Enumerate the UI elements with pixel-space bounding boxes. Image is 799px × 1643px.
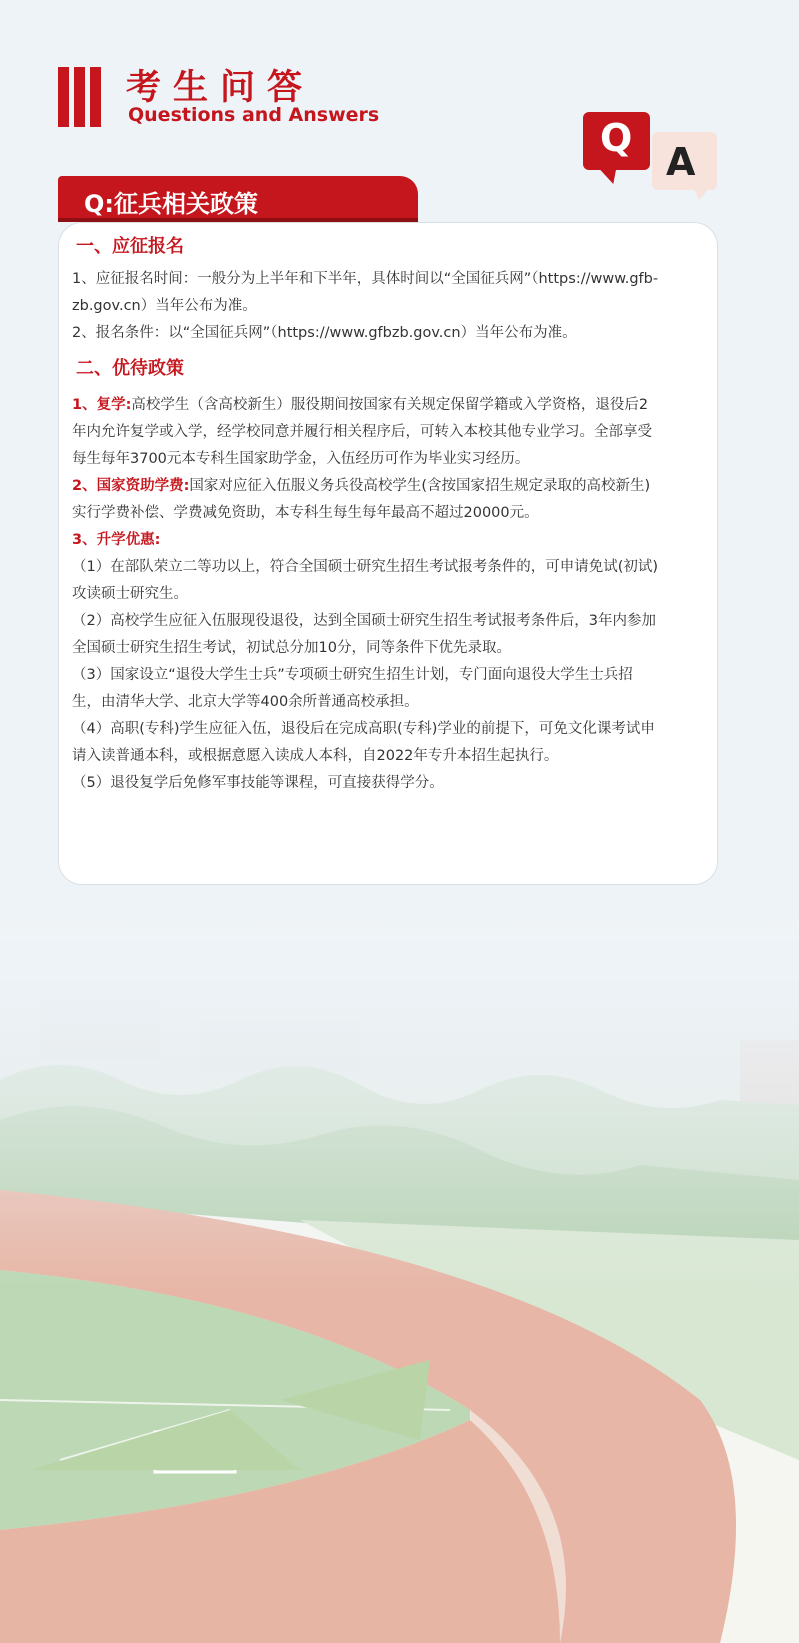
page-title: 考生问答 xyxy=(126,68,315,108)
benefit-further-study: 3、升学优惠: （1）在部队荣立二等功以上，符合全国硕士研究生招生考试报考条件的，可申请免试(初试) 攻读硕士研究生。 （2）高校学生应征入伍服现役退役，达到全国硕士研究生招生考试报考条件后，3年内参加 全国硕士研究生招生考试，初试总分加10分，同等条件下优先录取。 （3）国家设立“退役大学生士兵”专项硕士研究生招生计划，专门面向退役大学生士兵招 生，由清华大学、北京大学等400余所普通高校承担。 （4）高职(专科)学生应征入伍，退役后在完成高职(专科)学业的前提下，可免文化课考试申 请入读普通本科，或根据意愿入读成人本科，自2022年专升本招生起执行。 （5）退役复学后免修军事技能等课程，可直接获得学分。 xyxy=(72,532,659,791)
question-letter: Q xyxy=(600,116,633,160)
benefit-tuition-aid: 2、国家资助学费:国家对应征入伍服义务兵役高校学生(含按国家招生规定录取的高校新生) 实行学费补偿、学费减免资助，本专科生每生每年最高不超过20000元。 xyxy=(72,478,651,521)
page-subtitle: Questions and Answers xyxy=(128,104,380,126)
answer-letter: A xyxy=(666,140,696,184)
header-decorative-bars xyxy=(58,67,102,127)
registration-item-1: 1、应征报名时间：一般分为上半年和下半年，具体时间以“全国征兵网”（https://www.gfb- zb.gov.cn）当年公布为准。 2、报名条件：以“全国征兵网”（https://www.gfbzb.gov.cn）当年公布为准。 xyxy=(72,271,659,341)
campus-sports-field-photo xyxy=(0,940,799,1643)
card-tab-title: Q:征兵相关政策 xyxy=(84,190,258,218)
section-heading-benefits: 二、优待政策 xyxy=(76,358,184,379)
benefit-resume-study: 1、复学:高校学生（含高校新生）服役期间按国家有关规定保留学籍或入学资格，退役后2 年内允许复学或入学，经学校同意并履行相关程序后，可转入本校其他专业学习。全部享受 每生每年3700元本专科生国家助学金，入伍经历可作为毕业实习经历。 xyxy=(72,397,652,467)
section-heading-registration: 一、应征报名 xyxy=(76,236,184,257)
